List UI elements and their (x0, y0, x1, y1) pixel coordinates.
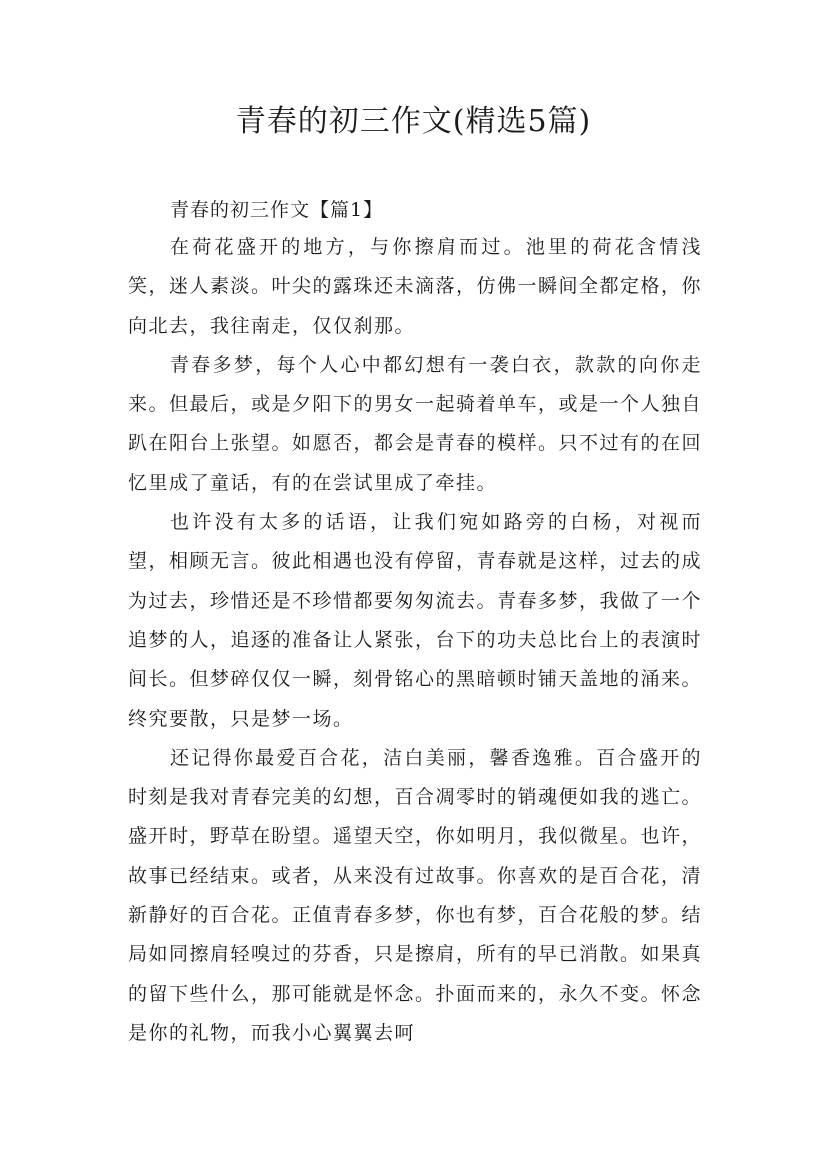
paragraph: 在荷花盛开的地方，与你擦肩而过。池里的荷花含情浅笑，迷人素淡。叶尖的露珠还未滴落，仿佛一瞬间全都定格，你向北去，我往南走，仅仅刹那。 (128, 236, 703, 337)
section-heading: 青春的初三作文【篇1】 (170, 199, 384, 221)
paragraph: 也许没有太多的话语，让我们宛如路旁的白杨，对视而望，相顾无言。彼此相遇也没有停留，青春就是这样，过去的成为过去，珍惜还是不珍惜都要匆匆流去。青春多梦，我做了一个追梦的人，追逐的准备让人紧张，台下的功夫总比台上的表演时间长。但梦碎仅仅一瞬，刻骨铭心的黑暗顿时铺天盖地的涌来。终究要散，只是梦一场。 (128, 511, 703, 730)
document-body (128, 193, 702, 1053)
paragraph: 青春多梦，每个人心中都幻想有一袭白衣，款款的向你走来。但最后，或是夕阳下的男女一起骑着单车，或是一个人独自趴在阳台上张望。如愿否，都会是青春的模样。只不过有的在回忆里成了童话，有的在尝试里成了牵挂。 (128, 353, 703, 494)
document-title: 青春的初三作文(精选5篇) (235, 104, 592, 139)
paragraph: 还记得你最爱百合花，洁白美丽，馨香逸雅。百合盛开的时刻是我对青春完美的幻想，百合凋零时的销魂便如我的逃亡。盛开时，野草在盼望。遥望天空，你如明月，我似微星。也许，故事已经结束。或者，从来没有过故事。你喜欢的是百合花，清新静好的百合花。正值青春多梦，你也有梦，百合花般的梦。结局如同擦肩轻嗅过的芬香，只是擦肩，所有的早已消散。如果真的留下些什么，那可能就是怀念。扑面而来的，永久不变。怀念是你的礼物，而我小心翼翼去呵 (128, 746, 703, 1044)
